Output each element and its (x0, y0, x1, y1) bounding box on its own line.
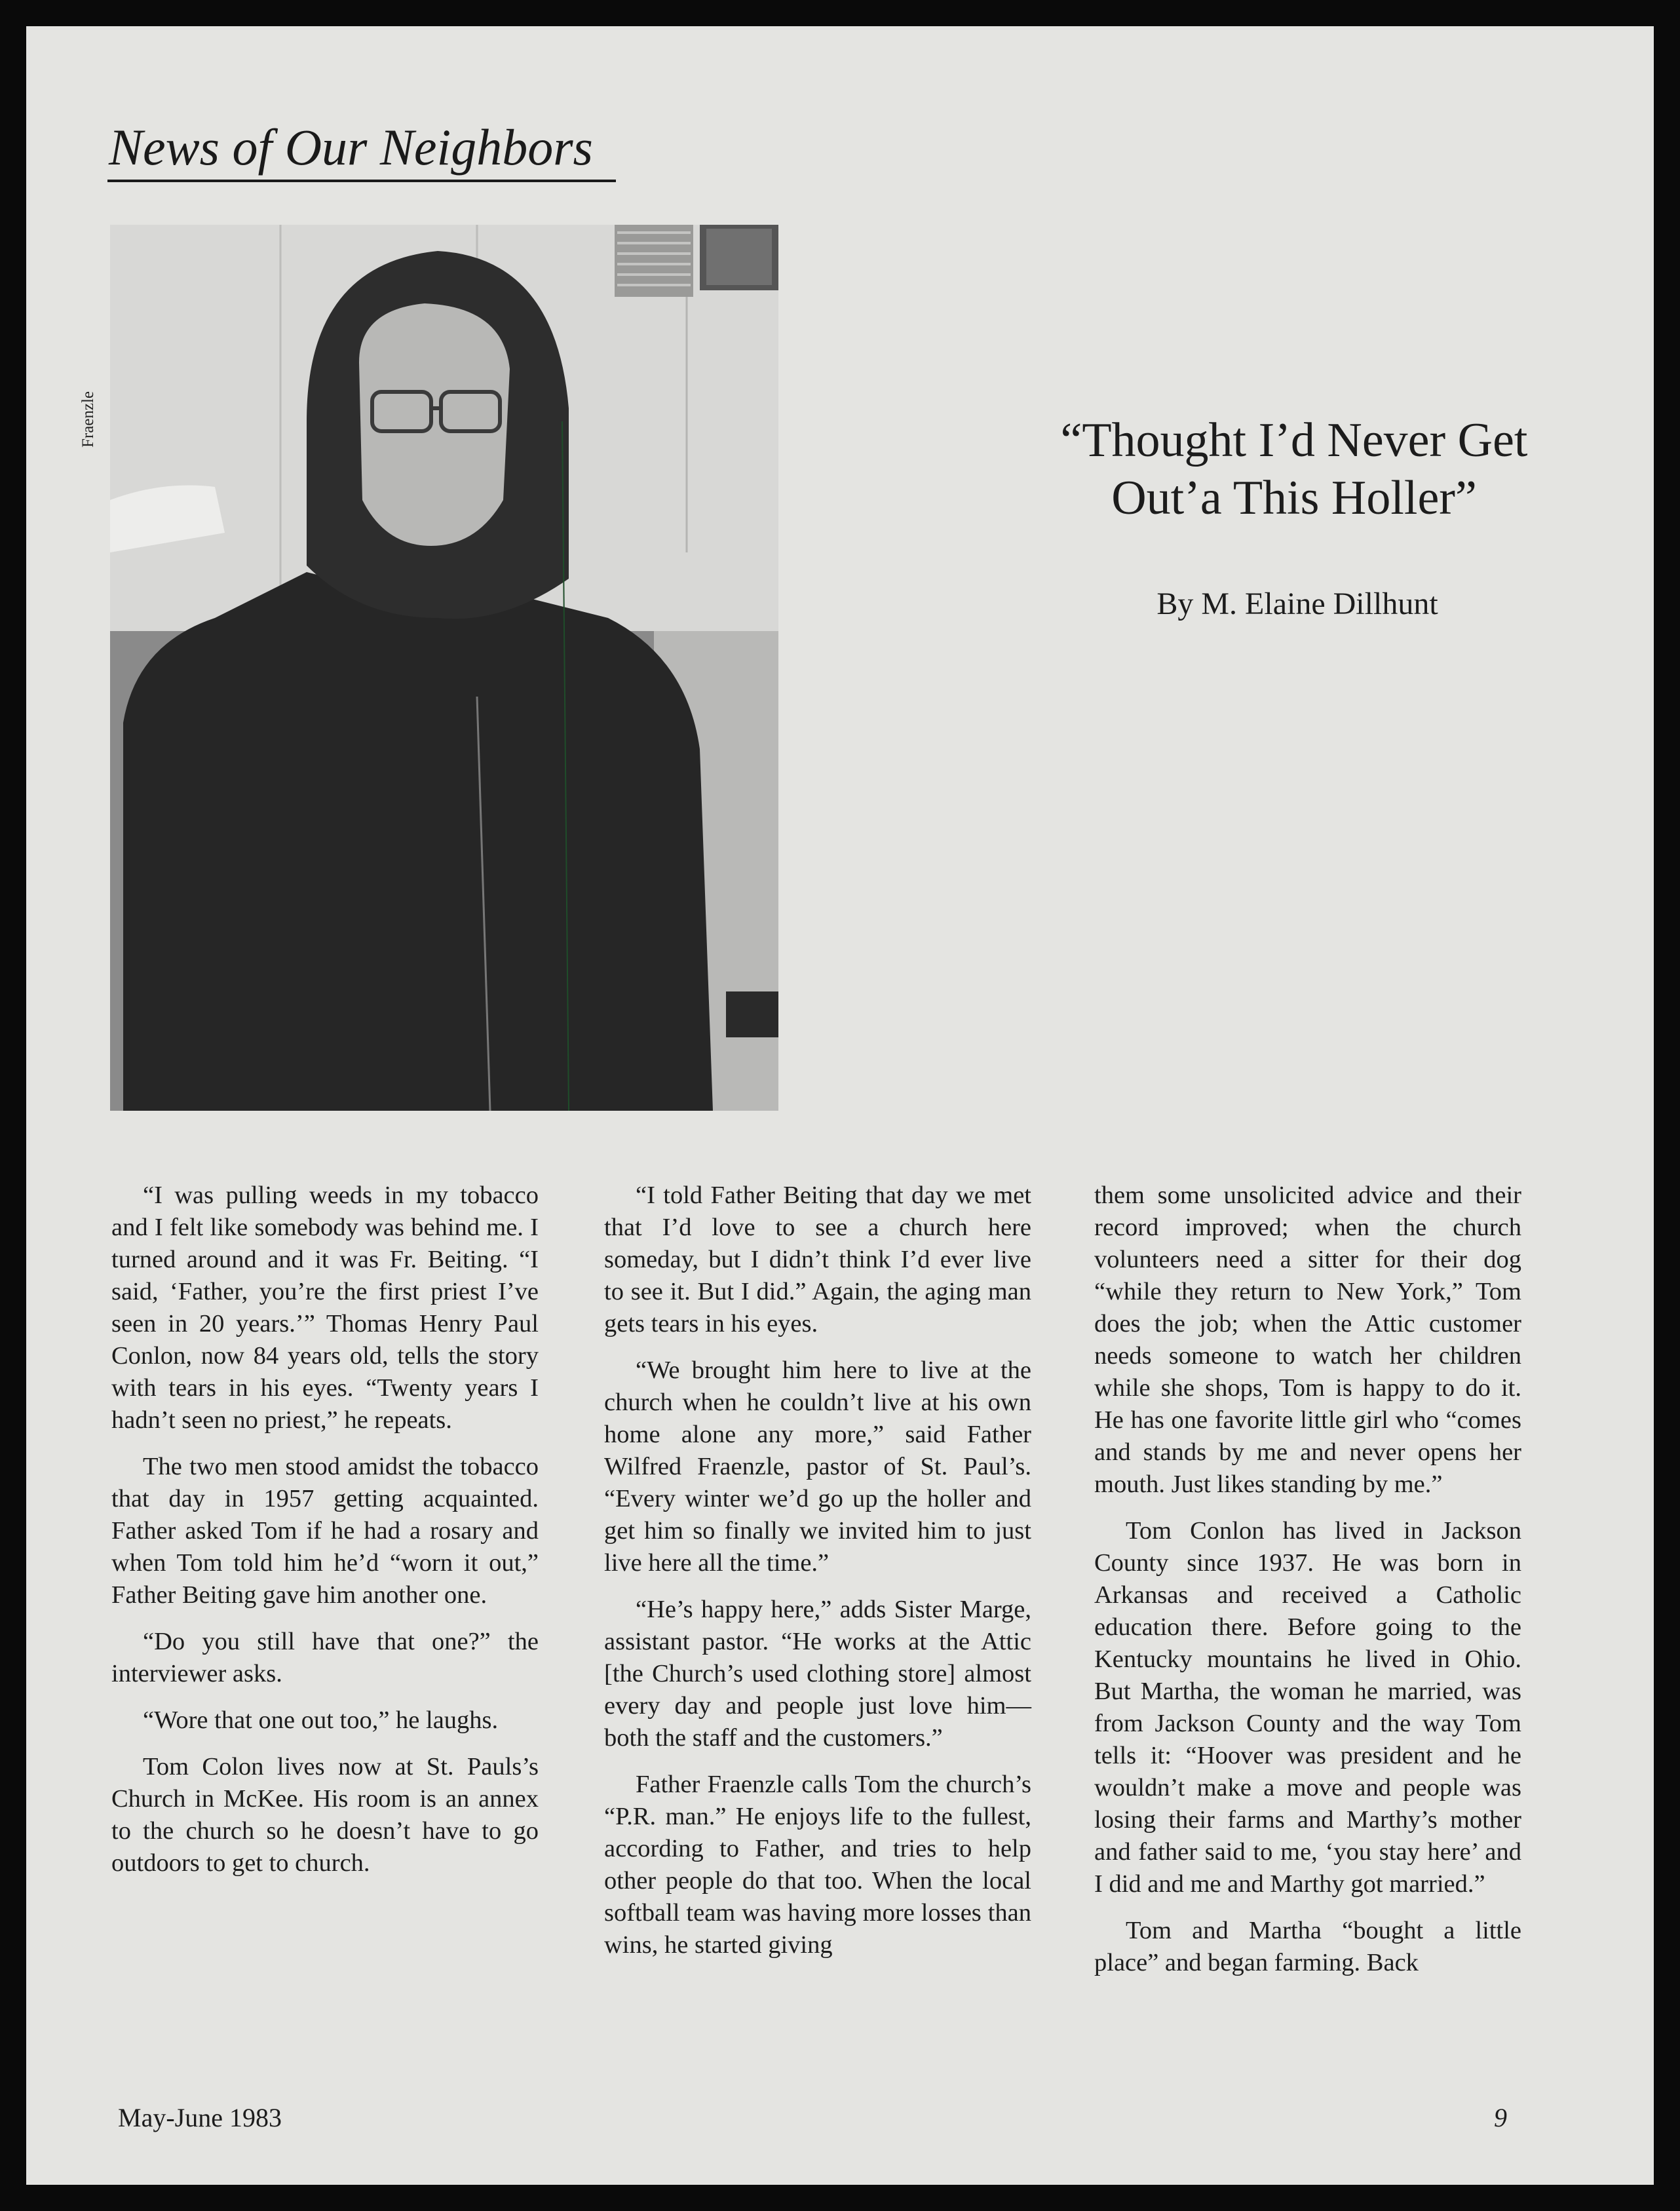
paragraph: “Do you still have that one?” the interviewer asks. (111, 1628, 539, 1687)
paragraph: “Wore that one out too,” he laughs. (143, 1706, 499, 1734)
paragraph: Father Fraenzle calls Tom the church’s “P.R. man.” He enjoys life to the fullest, according to Father, and tries to help other people do that too. When the local softball team was having more losses than wins, he started giving (604, 1771, 1031, 1959)
page-number: 9 (1494, 2103, 1507, 2132)
paragraph: “We brought him here to live at the church when he couldn’t live at his own home alone any more,” said Father Wilfred Fraenzle, pastor of St. Paul’s. “Every winter we’d go up the holler and get him so finally we invited him to just live here all the time.” (604, 1356, 1031, 1577)
article-column-1 (111, 1180, 539, 1894)
paragraph: them some unsolicited advice and their record improved; when the church volunteers need a sitter for their dog “while they return to New York,” Tom does the job; when the Attic customer needs someone to watch her children while she shops, Tom is happy to do it. He has one favorite little girl who “comes and stands by me and never opens her mouth. Just likes standing by me.” (1094, 1182, 1521, 1498)
article-column-2 (604, 1180, 1031, 1976)
article-headline (950, 412, 1638, 527)
paragraph: Tom and Martha “bought a little place” and began farming. Back (1094, 1917, 1521, 1976)
article-column-3 (1094, 1180, 1521, 1993)
paragraph: “He’s happy here,” adds Sister Marge, assistant pastor. “He works at the Attic [the Church’s used clothing store] almost every day and people just love him— both the staff and the customers.” (604, 1596, 1031, 1752)
paragraph: Tom Colon lives now at St. Pauls’s Church in McKee. His room is an annex to the church so he doesn’t have to go outdoors to get to church. (111, 1753, 539, 1877)
portrait-photo (110, 225, 778, 1111)
byline: By M. Elaine Dillhunt (1156, 586, 1438, 621)
paragraph: The two men stood amidst the tobacco that day in 1957 getting acquainted. Father asked Tom if he had a rosary and when Tom told him he’d “worn it out,” Father Beiting gave him another one. (111, 1453, 539, 1609)
photo-credit: Fraenzle (79, 391, 97, 448)
section-title: News of Our Neighbors (109, 119, 593, 176)
section-title-underline (107, 180, 616, 182)
headline-line: “Thought I’d Never Get (1060, 413, 1528, 467)
issue-date: May-June 1983 (118, 2103, 282, 2132)
portrait-photo-graphic (110, 225, 778, 1111)
paragraph: “I told Father Beiting that day we met that I’d love to see a church here someday, but I didn’t think I’d ever live to see it. But I did.” Again, the aging man gets tears in his eyes. (604, 1182, 1031, 1337)
paragraph: Tom Conlon has lived in Jackson County since 1937. He was born in Arkansas and received a Catholic education there. Before going to the Kentucky mountains he lived in Ohio. But Martha, the woman he married, was from Jackson County and the way Tom tells it: “Hoover was president and he wouldn’t make a move and people was losing their farms and Marthy’s mother and father said to me, ‘you stay here’ and I did and me and Marthy got married.” (1094, 1517, 1521, 1898)
headline-line: Out’a This Holler” (1111, 471, 1477, 525)
magazine-page (26, 26, 1654, 2185)
paragraph: “I was pulling weeds in my tobacco and I felt like somebody was behind me. I turned around and it was Fr. Beiting. “I said, ‘Father, you’re the first priest I’ve seen in 20 years.’” Thomas Henry Paul Conlon, now 84 years old, tells the story with tears in his eyes. “Twenty years I hadn’t seen no priest,” he repeats. (111, 1182, 539, 1434)
